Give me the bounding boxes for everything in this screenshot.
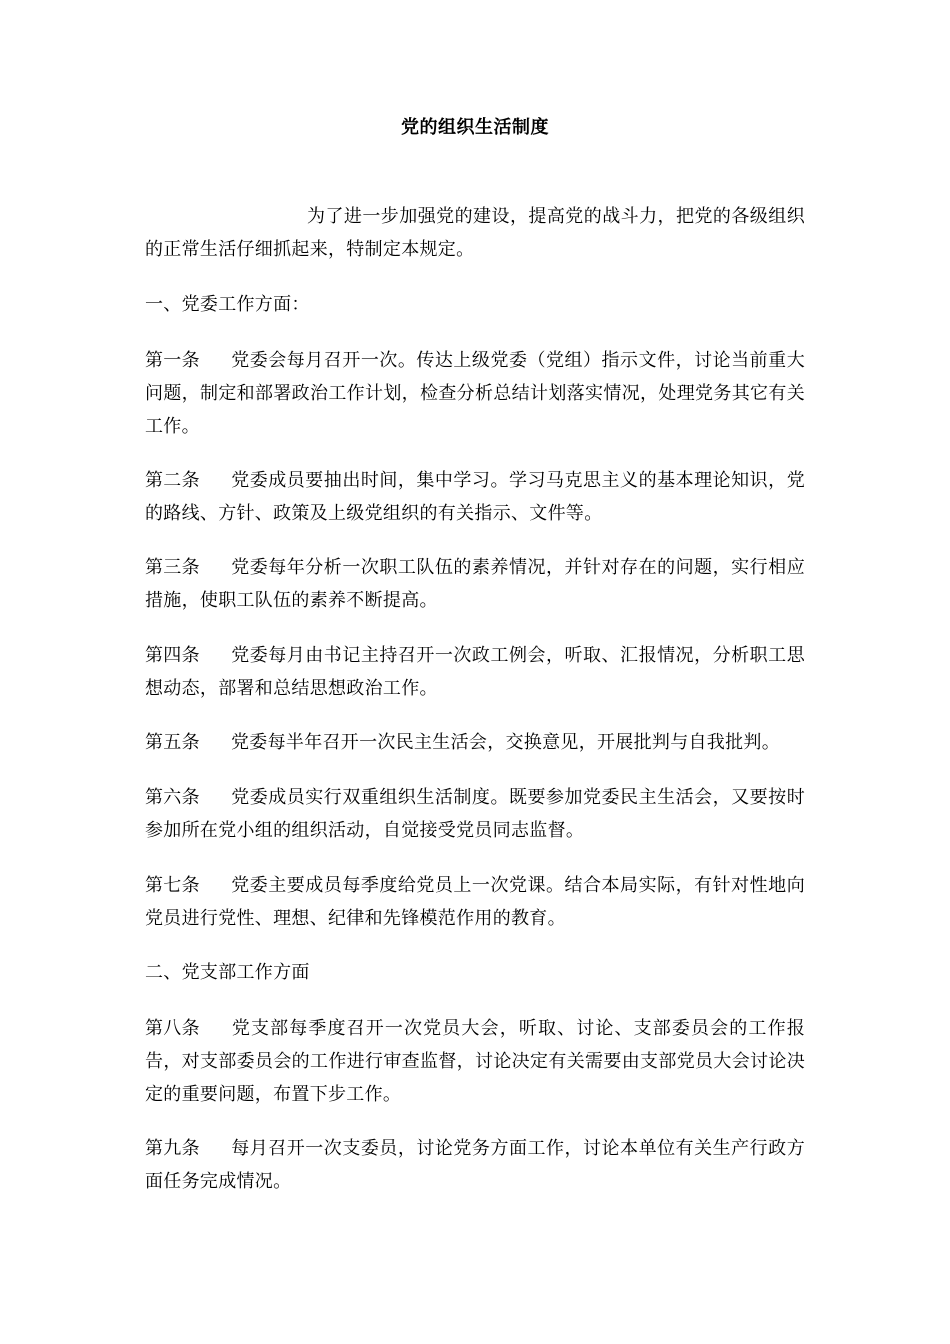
article-number: 第二条 (145, 470, 200, 491)
document-title: 党的组织生活制度 (401, 117, 549, 138)
article-text: 党委会每月召开一次。传达上级党委（党组）指示文件，讨论当前重大问题，制定和部署政治工作计划，检查分析总结计划落实情况，处理党务其它有关工作。 (145, 350, 805, 437)
article-number: 第六条 (145, 787, 200, 808)
article-number: 第四条 (145, 645, 200, 666)
article-text: 党委每半年召开一次民主生活会，交换意见，开展批判与自我批判。 (231, 732, 780, 753)
intro-paragraph: 为了进一步加强党的建设，提高党的战斗力，把党的各级组织的正常生活仔细抓起来，特制定本规定。 (145, 206, 805, 260)
article-text: 党支部每季度召开一次党员大会，听取、讨论、支部委员会的工作报告，对支部委员会的工作进行审查监督，讨论决定有关需要由支部党员大会讨论决定的重要问题，布置下步工作。 (145, 1018, 805, 1105)
article-number: 第五条 (145, 732, 200, 753)
article-text: 每月召开一次支委员，讨论党务方面工作，讨论本单位有关生产行政方面任务完成情况。 (145, 1138, 805, 1192)
article-number: 第九条 (145, 1138, 200, 1159)
article-4 (145, 639, 805, 705)
article-text: 党委主要成员每季度给党员上一次党课。结合本局实际，有针对性地向党员进行党性、理想、纪律和先锋模范作用的教育。 (145, 875, 805, 929)
article-text: 党委每月由书记主持召开一次政工例会，听取、汇报情况，分析职工思想动态，部署和总结思想政治工作。 (145, 645, 805, 699)
article-8 (145, 1012, 805, 1111)
article-7 (145, 869, 805, 935)
article-number: 第一条 (145, 350, 200, 371)
article-text: 党委成员要抽出时间，集中学习。学习马克思主义的基本理论知识，党的路线、方针、政策及上级党组织的有关指示、文件等。 (145, 470, 805, 524)
article-5 (145, 726, 805, 759)
article-number: 第七条 (145, 875, 200, 896)
article-9 (145, 1132, 805, 1198)
article-1 (145, 344, 805, 443)
article-2 (145, 464, 805, 530)
article-text: 党委成员实行双重组织生活制度。既要参加党委民主生活会，又要按时参加所在党小组的组织活动，自觉接受党员同志监督。 (145, 787, 805, 841)
article-number: 第三条 (145, 557, 200, 578)
section-heading-1: 一、党委工作方面： (145, 294, 310, 315)
section-heading-2: 二、党支部工作方面 (145, 962, 310, 983)
article-6 (145, 781, 805, 847)
article-3 (145, 551, 805, 617)
article-number: 第八条 (145, 1018, 200, 1039)
article-text: 党委每年分析一次职工队伍的素养情况，并针对存在的问题，实行相应措施，使职工队伍的素养不断提高。 (145, 557, 805, 611)
